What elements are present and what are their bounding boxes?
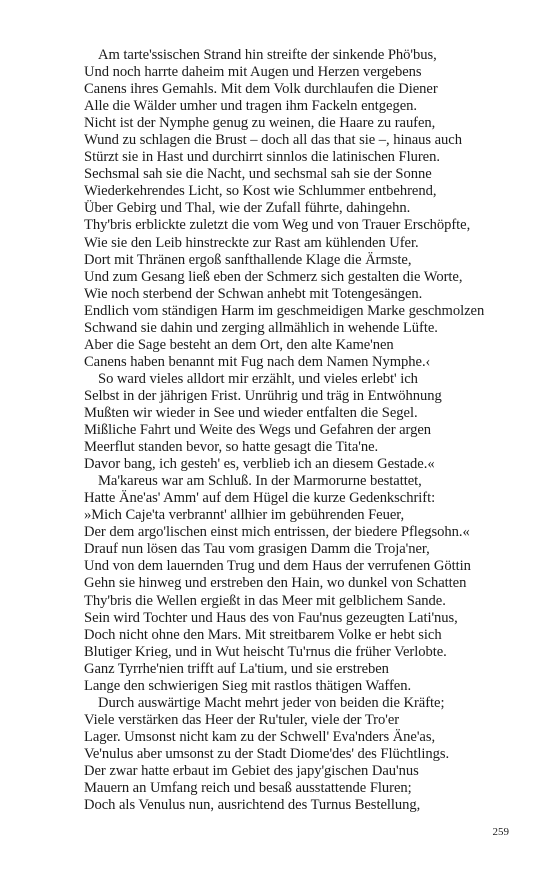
verse-line: Ma'kareus war am Schluß. In der Marmorurne bestattet, (98, 473, 422, 490)
verse-line: Lager. Umsonst nicht kam zu der Schwell' Eva'nders Äne'as, (84, 728, 436, 745)
verse-line: Endlich vom ständigen Harm im geschmeidigen Marke geschmolzen (84, 302, 485, 319)
verse-line: Thy'bris erblickte zuletzt die vom Weg und von Trauer Erschöpfte, (84, 217, 471, 234)
verse-line: Alle die Wälder umher und tragen ihm Fackeln entgegen. (84, 98, 417, 115)
verse-line: Mauern an Umfang reich und besaß ausstattende Fluren; (84, 780, 412, 797)
verse-line: Und von dem lauernden Trug und dem Haus der verrufenen Göttin (84, 558, 471, 575)
verse-line: Aber die Sage besteht an dem Ort, den alte Kame'nen (84, 336, 394, 353)
verse-line: Doch nicht ohne den Mars. Mit streitbarem Volke er hebt sich (84, 626, 442, 643)
verse-line: Blutiger Krieg, und in Wut heischt Tu'rnus die früher Verlobte. (84, 643, 447, 660)
verse-line: Wiederkehrendes Licht, so Kost wie Schlummer entbehrend, (84, 183, 437, 200)
verse-line: So ward vieles alldort mir erzählt, und vieles erlebt' ich (98, 370, 418, 387)
verse-line: Doch als Venulus nun, ausrichtend des Turnus Bestellung, (84, 797, 421, 814)
verse-line: Durch auswärtige Macht mehrt jeder von beiden die Kräfte; (98, 694, 445, 711)
verse-line: Canens haben benannt mit Fug nach dem Namen Nymphe.‹ (84, 353, 431, 370)
verse-line: Schwand sie dahin und zerging allmählich in wehende Lüfte. (84, 319, 438, 336)
verse-line: Sechsmal sah sie die Nacht, und sechsmal sah sie der Sonne (84, 166, 432, 183)
verse-line: Gehn sie hinweg und erstreben den Hain, wo dunkel von Schatten (84, 575, 467, 592)
verse-line: Lange den schwierigen Sieg mit rastlos thätigen Waffen. (84, 677, 412, 694)
verse-line: Nicht ist der Nymphe genug zu weinen, die Haare zu raufen, (84, 115, 436, 132)
verse-line: Drauf nun lösen das Tau vom grasigen Damm die Troja'ner, (84, 541, 430, 558)
verse-line: Hatte Äne'as' Amm' auf dem Hügel die kurze Gedenkschrift: (84, 490, 436, 507)
verse-line: Davor bang, ich gesteh' es, verblieb ich an diesem Gestade.« (84, 456, 435, 473)
poem-text (84, 47, 514, 814)
verse-line: Ganz Tyrrhe'nien trifft auf La'tium, und sie erstreben (84, 660, 389, 677)
verse-line: Ve'nulus aber umsonst zu der Stadt Diome'des' des Flüchtlings. (84, 745, 450, 762)
verse-line: Sein wird Tochter und Haus des von Fau'nus gezeugten Lati'nus, (84, 609, 458, 626)
verse-line: Und zum Gesang ließ eben der Schmerz sich gestalten die Worte, (84, 268, 463, 285)
verse-line: Der zwar hatte erbaut im Gebiet des japy'gischen Dau'nus (84, 762, 419, 779)
page-number: 259 (492, 826, 509, 838)
verse-line: Stürzt sie in Hast und durchirrt sinnlos die latinischen Fluren. (84, 149, 440, 166)
verse-line: Am tarte'ssischen Strand hin streifte der sinkende Phö'bus, (98, 47, 437, 63)
verse-line: Wie noch sterbend der Schwan anhebt mit Totengesängen. (84, 285, 423, 302)
verse-line: Mußten wir wieder in See und wieder entfalten die Segel. (84, 404, 418, 421)
verse-line: Und noch harrte daheim mit Augen und Herzen vergebens (84, 64, 422, 81)
verse-line: Dort mit Thränen ergoß sanfthallende Klage die Ärmste, (84, 251, 412, 268)
verse-line: »Mich Caje'ta verbrannt' allhier im gebührenden Feuer, (84, 507, 405, 524)
verse-line: Wund zu schlagen die Brust – doch all das that sie –, hinaus auch (84, 132, 462, 149)
verse-line: Meerflut standen bevor, so hatte gesagt die Tita'ne. (84, 439, 379, 456)
verse-line: Mißliche Fahrt und Weite des Wegs und Gefahren der argen (84, 422, 432, 439)
verse-line: Viele verstärken das Heer der Ru'tuler, viele der Tro'er (84, 711, 400, 728)
verse-line: Der dem argo'lischen einst mich entrissen, der biedere Pflegsohn.« (84, 524, 470, 541)
verse-line: Canens ihres Gemahls. Mit dem Volk durchlaufen die Diener (84, 81, 438, 98)
verse-line: Über Gebirg und Thal, wie der Zufall führte, dahingehn. (84, 200, 411, 217)
verse-line: Selbst in der jährigen Frist. Unrührig und träg in Entwöhnung (84, 387, 442, 404)
verse-line: Thy'bris die Wellen ergießt in das Meer mit gelblichem Sande. (84, 592, 446, 609)
verse-line: Wie sie den Leib hinstreckte zur Rast am kühlenden Ufer. (84, 234, 419, 251)
